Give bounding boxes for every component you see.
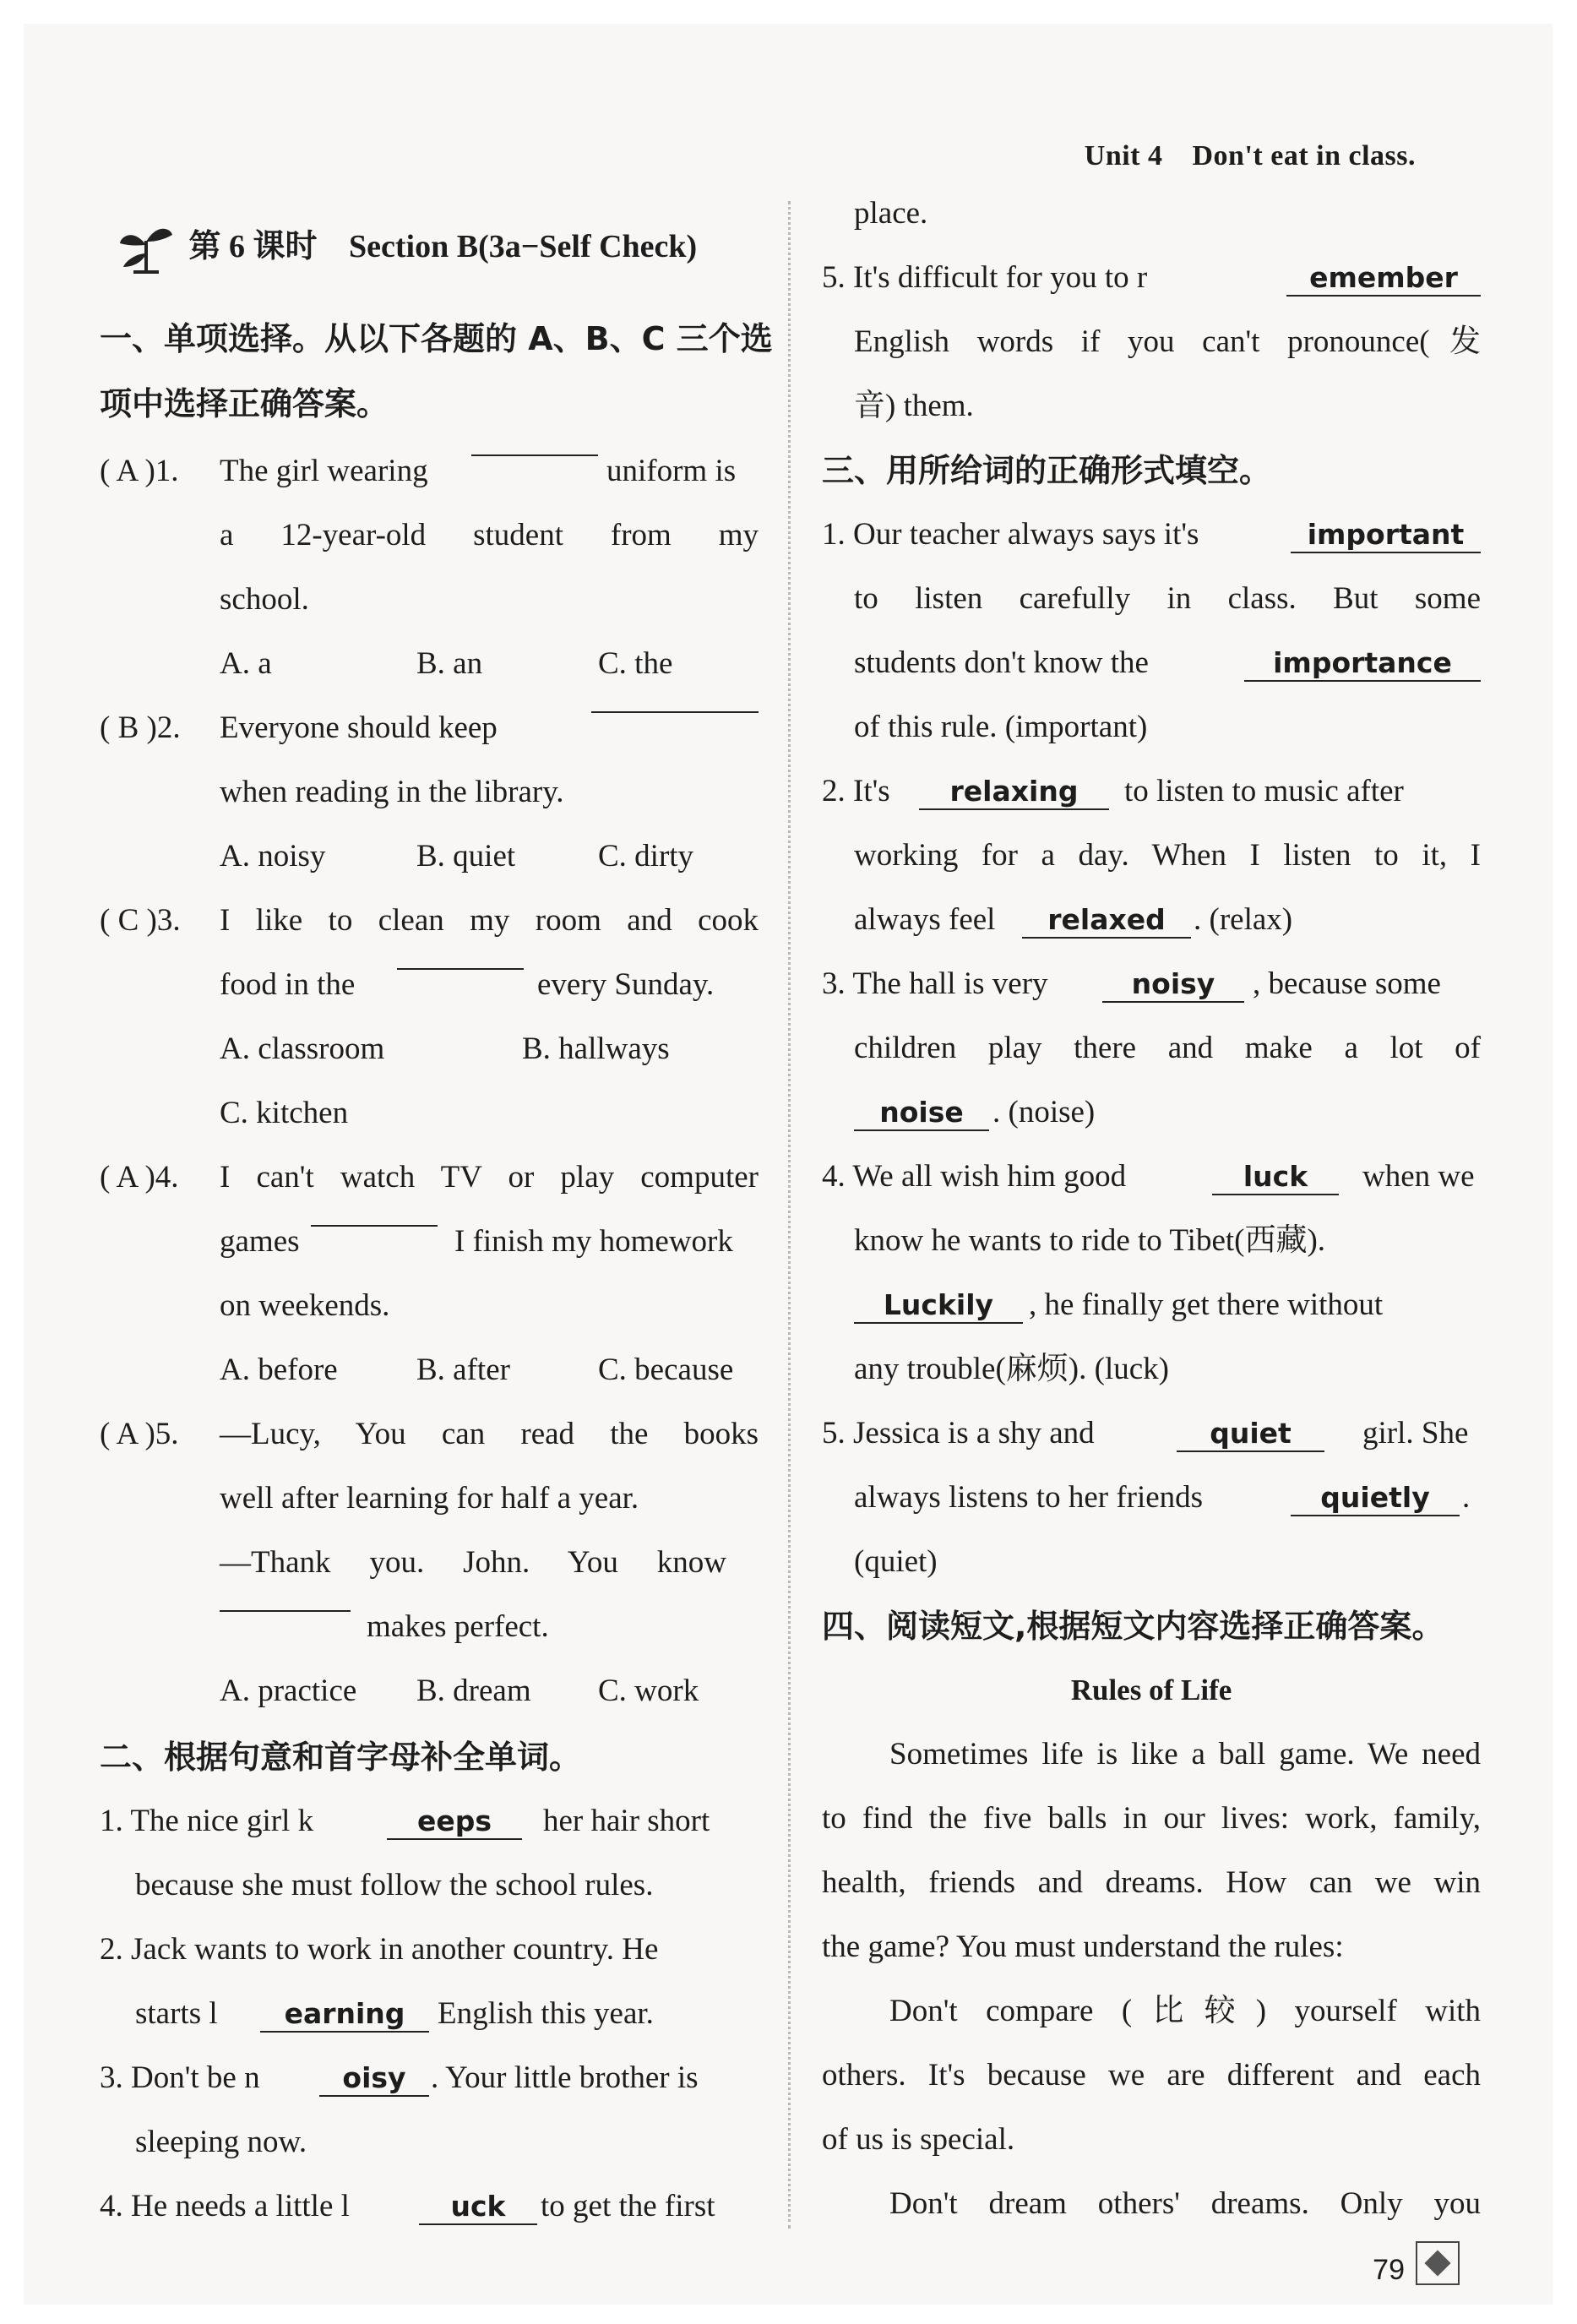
lesson-number: 第 6 课时 <box>188 229 318 264</box>
p2-i2-answer[interactable]: earning <box>260 1997 429 2033</box>
p3-i2-text-a: 2. It's <box>822 774 890 808</box>
q5-option-c[interactable]: C. work <box>598 1674 699 1708</box>
q2-paren: ( B )2. <box>100 710 181 745</box>
part3-heading: 三、用所给词的正确形式填空。 <box>822 452 1272 489</box>
q4-option-a[interactable]: A. before <box>220 1352 338 1387</box>
part1-heading-line1: 一、单项选择。从以下各题的 A、B、C 三个选 <box>100 320 773 357</box>
page-number: 79 <box>1373 2254 1405 2286</box>
q2-line1: Everyone should keep <box>220 710 498 745</box>
q5-line1: —Lucy, You can read the books <box>220 1417 759 1451</box>
q1-option-a[interactable]: A. a <box>220 646 272 681</box>
q4-paren: ( A )4. <box>100 1160 179 1195</box>
p3-i3-line2: children play there and make a lot of <box>854 1031 1481 1065</box>
p3-i5-text-b: girl. She <box>1362 1416 1469 1450</box>
p2-i3-text-a: 3. Don't be n <box>100 2060 260 2095</box>
q5-line2: well after learning for half a year. <box>220 1481 639 1516</box>
p2-i5-text-a: 5. It's difficult for you to r <box>822 260 1148 295</box>
passage-p1-line1: Sometimes life is like a ball game. We need <box>889 1737 1481 1772</box>
q2-option-c[interactable]: C. dirty <box>598 839 694 874</box>
q3-option-b[interactable]: B. hallways <box>522 1031 670 1066</box>
p3-i2-text-b: to listen to music after <box>1124 774 1404 808</box>
q1-text-b: uniform is <box>606 454 737 488</box>
p3-i5-text-a: 5. Jessica is a shy and <box>822 1416 1095 1450</box>
p3-i5-answer1[interactable]: quiet <box>1177 1417 1324 1452</box>
q3-text-b: every Sunday. <box>537 967 715 1002</box>
q3-line1: I like to clean my room and cook <box>220 903 759 938</box>
q1-line3: school. <box>220 582 309 617</box>
p2-i1-line2: because she must follow the school rules. <box>135 1868 654 1902</box>
q4-option-b[interactable]: B. after <box>416 1352 510 1387</box>
q1-option-b[interactable]: B. an <box>416 646 483 681</box>
diamond-icon <box>1416 2241 1460 2285</box>
sprout-icon <box>117 220 176 279</box>
p2-i5-line3: 音) them. <box>854 389 974 423</box>
part2-heading: 二、根据句意和首字母补全单词。 <box>100 1739 582 1776</box>
q2-line2: when reading in the library. <box>220 775 564 809</box>
p3-i1-answer1[interactable]: important <box>1291 518 1481 553</box>
p3-i2-answer2[interactable]: relaxed <box>1022 903 1191 939</box>
q3-option-a[interactable]: A. classroom <box>220 1031 385 1066</box>
p2-i3-line2: sleeping now. <box>135 2125 307 2159</box>
p2-i3-text-b: . Your little brother is <box>431 2060 699 2095</box>
p3-i4-text-c: , he finally get there without <box>1029 1287 1384 1322</box>
section-name: Section B(3a−Self Check) <box>349 229 698 264</box>
q4-option-c[interactable]: C. because <box>598 1352 734 1387</box>
q1-text-a: The girl wearing <box>220 454 428 488</box>
p3-i3-text-a: 3. The hall is very <box>822 966 1048 1001</box>
q5-line4: makes perfect. <box>367 1609 549 1644</box>
p2-i4-text-b: to get the first <box>541 2189 715 2223</box>
p3-i5-line3: (quiet) <box>854 1544 938 1579</box>
q1-paren: ( A )1. <box>100 454 179 488</box>
unit-title: Don't eat in class. <box>1192 140 1416 171</box>
part4-heading: 四、阅读短文,根据短文内容选择正确答案。 <box>822 1608 1444 1645</box>
q1-line2: a 12-year-old student from my <box>220 518 759 552</box>
p3-i1-line4: of this rule. (important) <box>854 710 1148 744</box>
worksheet-page <box>24 24 1553 2305</box>
q2-blank[interactable] <box>591 711 759 713</box>
p3-i3-text-b: , because some <box>1253 966 1441 1001</box>
q1-blank[interactable] <box>471 454 598 456</box>
q4-line1: I can't watch TV or play computer <box>220 1160 759 1195</box>
q5-paren: ( A )5. <box>100 1417 179 1451</box>
p2-i4-line2: place. <box>854 196 928 231</box>
p2-i5-answer[interactable]: emember <box>1286 261 1481 297</box>
passage-p1-line2: to find the five balls in our lives: work, family, <box>822 1801 1481 1836</box>
p3-i4-answer2[interactable]: Luckily <box>854 1288 1023 1324</box>
q3-option-c[interactable]: C. kitchen <box>220 1096 349 1130</box>
q4-line3: on weekends. <box>220 1288 390 1323</box>
passage-p1-line4: the game? You must understand the rules: <box>822 1929 1344 1964</box>
p3-i2-text-c: always feel <box>854 902 996 937</box>
q5-option-a[interactable]: A. practice <box>220 1674 357 1708</box>
p2-i3-answer[interactable]: oisy <box>319 2061 429 2097</box>
p3-i4-text-b: when we <box>1362 1159 1475 1194</box>
p3-i4-answer1[interactable]: luck <box>1212 1160 1339 1195</box>
q3-blank[interactable] <box>397 968 524 970</box>
q5-option-b[interactable]: B. dream <box>416 1674 531 1708</box>
p3-i1-text-a: 1. Our teacher always says it's <box>822 517 1199 552</box>
p3-i5-answer2[interactable]: quietly <box>1291 1481 1460 1516</box>
passage-p1-line3: health, friends and dreams. How can we win <box>822 1865 1481 1900</box>
passage-p2-line2: others. It's because we are different and each <box>822 2058 1481 2093</box>
p2-i1-text-b: her hair short <box>543 1804 710 1838</box>
p3-i2-text-d: . (relax) <box>1194 902 1293 937</box>
p2-i2-line1: 2. Jack wants to work in another country. He <box>100 1932 659 1967</box>
q4-blank[interactable] <box>311 1225 438 1227</box>
q2-option-a[interactable]: A. noisy <box>220 839 326 874</box>
q4-text-a: games <box>220 1224 300 1259</box>
p3-i4-line4: any trouble(麻烦). (luck) <box>854 1352 1169 1386</box>
unit-label: Unit 4 <box>1084 140 1163 171</box>
p3-i1-text-b: students don't know the <box>854 645 1149 680</box>
q1-option-c[interactable]: C. the <box>598 646 673 681</box>
section-title <box>117 220 697 279</box>
q4-text-b: I finish my homework <box>454 1224 733 1259</box>
p3-i3-answer1[interactable]: noisy <box>1102 967 1244 1003</box>
p3-i5-text-c: always listens to her friends <box>854 1480 1204 1515</box>
p3-i5-text-d: . <box>1462 1480 1471 1515</box>
p3-i4-line2: know he wants to ride to Tibet(西藏). <box>854 1223 1326 1258</box>
column-divider <box>788 201 791 2229</box>
p3-i2-answer1[interactable]: relaxing <box>919 775 1109 810</box>
p3-i1-answer2[interactable]: importance <box>1244 646 1481 682</box>
p2-i2-text-b: English this year. <box>438 1996 654 2031</box>
q5-line3: —Thank you. John. You know <box>220 1545 726 1580</box>
p2-i1-answer[interactable]: eeps <box>387 1804 522 1840</box>
q3-text-a: food in the <box>220 967 356 1002</box>
p3-i1-line2: to listen carefully in class. But some <box>854 581 1481 616</box>
part1-heading-line2: 项中选择正确答案。 <box>100 385 389 422</box>
passage-p3-line1: Don't dream others' dreams. Only you <box>889 2186 1481 2221</box>
p2-i1-text-a: 1. The nice girl k <box>100 1804 314 1838</box>
passage-p2-line3: of us is special. <box>822 2122 1015 2157</box>
p3-i3-text-c: . (noise) <box>992 1095 1096 1129</box>
passage-title: Rules of Life <box>1070 1674 1232 1706</box>
q5-blank[interactable] <box>220 1610 351 1612</box>
q2-option-b[interactable]: B. quiet <box>416 839 516 874</box>
p2-i4-answer[interactable]: uck <box>419 2190 537 2225</box>
p3-i3-answer2[interactable]: noise <box>854 1096 989 1131</box>
page-header <box>1085 140 1416 172</box>
p3-i2-line2: working for a day. When I listen to it, I <box>854 838 1481 873</box>
passage-p2-line1: Don't compare (比较) yourself with <box>889 1994 1481 2028</box>
p2-i2-text-a: starts l <box>135 1996 218 2031</box>
p2-i4-text-a: 4. He needs a little l <box>100 2189 350 2223</box>
p3-i4-text-a: 4. We all wish him good <box>822 1159 1127 1194</box>
q3-paren: ( C )3. <box>100 903 181 938</box>
p2-i5-line2: English words if you can't pronounce(发 <box>854 324 1481 359</box>
